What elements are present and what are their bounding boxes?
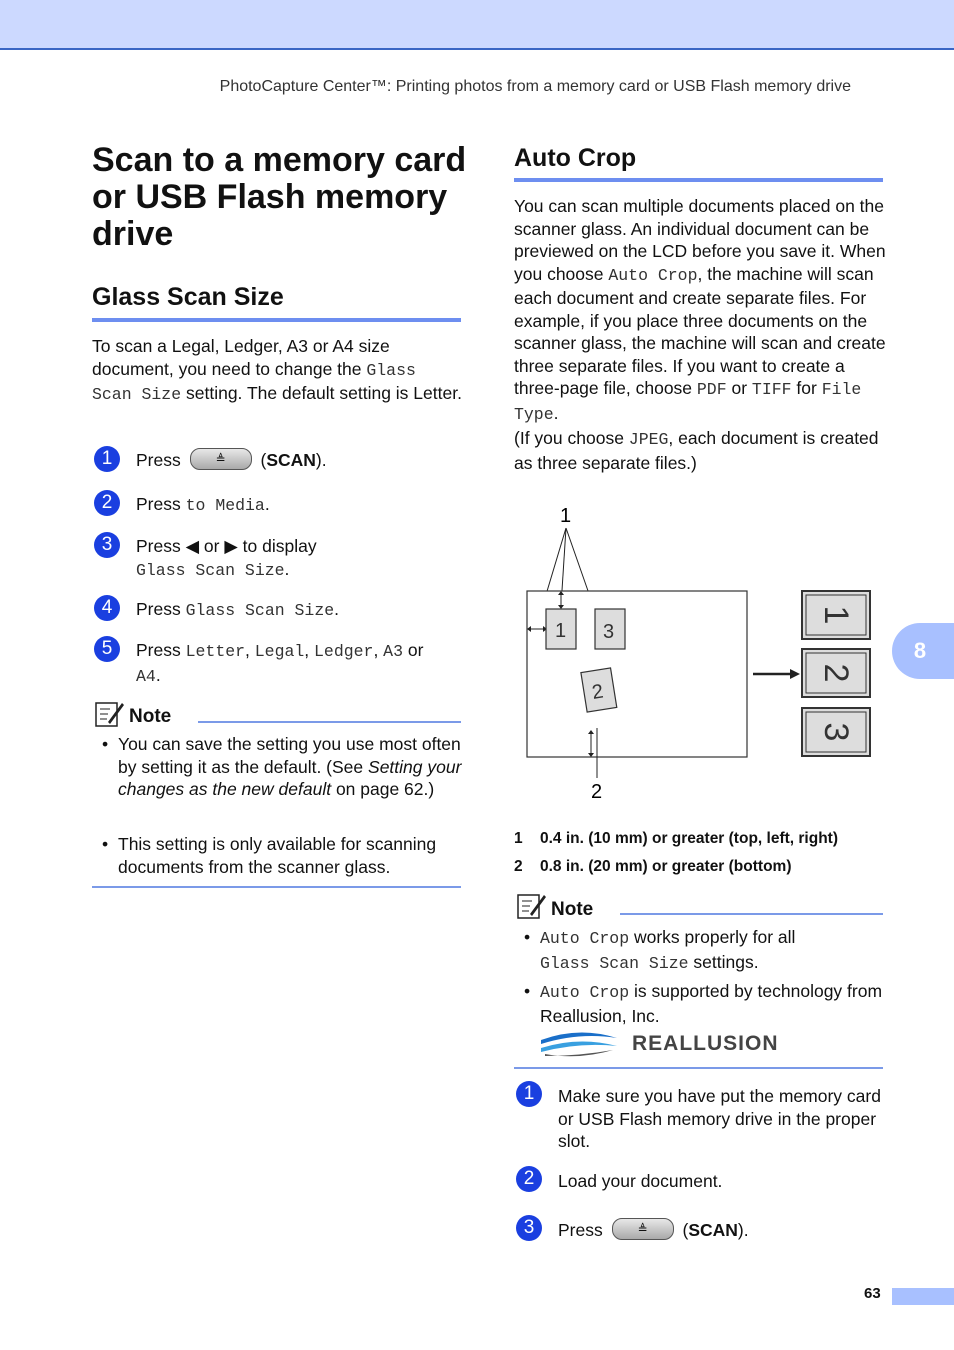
section-title-glass-scan-size: Glass Scan Size bbox=[92, 283, 284, 311]
section-rule bbox=[514, 178, 883, 182]
svg-text:1: 1 bbox=[555, 620, 567, 642]
output-page bbox=[802, 591, 870, 639]
svg-text:2: 2 bbox=[590, 680, 605, 704]
step-number: 2 bbox=[94, 490, 120, 516]
running-header: PhotoCapture Center™: Printing photos from a memory card or USB Flash memory drive bbox=[219, 78, 851, 95]
note-title: Note bbox=[551, 899, 594, 920]
note-end-rule bbox=[92, 886, 461, 888]
page-number-bar bbox=[892, 1288, 954, 1305]
step-text: Press ≜ (SCAN). bbox=[136, 450, 327, 470]
note-icon bbox=[95, 700, 125, 728]
reallusion-logo-mark bbox=[539, 1028, 619, 1060]
note-end-rule bbox=[514, 1067, 883, 1069]
note-rule bbox=[198, 721, 461, 723]
note-title: Note bbox=[129, 706, 172, 727]
step-number: 5 bbox=[94, 636, 120, 662]
note-bullet: • This setting is only available for scanning documents from the scanner glass. bbox=[102, 834, 437, 877]
note-bullet: • Auto Crop is supported by technology from Reallusion, Inc. bbox=[524, 981, 883, 1026]
step-text: Press to Media. bbox=[136, 494, 270, 515]
reallusion-logo-text: REALLUSION bbox=[632, 1032, 779, 1055]
step-number: 3 bbox=[516, 1215, 542, 1241]
output-page bbox=[802, 649, 870, 697]
scan-button-icon: ≜ bbox=[612, 1218, 674, 1240]
auto-crop-description: You can scan multiple documents placed on the scanner glass. An individual document can be previewed on the LCD before you save it. When you choose Auto Crop, the machine will scan each document and create separate files. For example, if you place three documents on the scanner glass, the machine will scan and create three separate files. If you want to create a three-page file, choose PDF or TIFF for File Type. bbox=[514, 196, 886, 424]
caption-2: 2 0.8 in. (20 mm) or greater (bottom) bbox=[514, 858, 792, 875]
step-text: Press ≜ (SCAN). bbox=[558, 1220, 749, 1240]
output-page bbox=[802, 708, 870, 756]
step-number: 1 bbox=[516, 1081, 542, 1107]
step-text: Load your document. bbox=[558, 1171, 723, 1191]
svg-text:3: 3 bbox=[817, 722, 855, 742]
step-number: 3 bbox=[94, 532, 120, 558]
note-rule bbox=[620, 913, 883, 915]
step-number: 2 bbox=[516, 1166, 542, 1192]
section-title-auto-crop: Auto Crop bbox=[514, 144, 637, 172]
top-banner bbox=[0, 0, 954, 50]
page-title: Scan to a memory card or USB Flash memory drive bbox=[92, 141, 467, 253]
step-text: Press Letter, Legal, Ledger, A3 or A4. bbox=[136, 640, 424, 686]
chapter-tab: 8 bbox=[892, 623, 954, 679]
svg-text:1: 1 bbox=[817, 605, 855, 625]
scan-button-icon: ≜ bbox=[190, 448, 252, 470]
note-icon bbox=[517, 892, 547, 920]
step-text: Press ◀ or ▶ to display Glass Scan Size. bbox=[136, 536, 317, 580]
svg-text:2: 2 bbox=[817, 663, 855, 683]
caption-1: 1 0.4 in. (10 mm) or greater (top, left, right) bbox=[514, 830, 838, 847]
page-number: 63 bbox=[864, 1285, 881, 1302]
step-number: 1 bbox=[94, 446, 120, 472]
glass-scan-intro: To scan a Legal, Ledger, A3 or A4 size document, you need to change the Glass Scan Size setting. The default setting is Letter. bbox=[92, 336, 462, 404]
auto-crop-diagram bbox=[514, 498, 886, 808]
step-text: Make sure you have put the memory card or USB Flash memory drive in the proper slot. bbox=[558, 1086, 881, 1151]
step-number: 4 bbox=[94, 595, 120, 621]
callout-2: 2 bbox=[591, 781, 603, 803]
svg-text:3: 3 bbox=[603, 621, 615, 643]
note-bullet: • You can save the setting you use most often by setting it as the default. (See Setting your changes as the new default on page 62.) bbox=[102, 734, 462, 799]
auto-crop-jpeg-note: (If you choose JPEG, each document is created as three separate files.) bbox=[514, 428, 879, 473]
section-rule bbox=[92, 318, 461, 322]
note-bullet: • Auto Crop works properly for all Glass Scan Size settings. bbox=[524, 927, 796, 973]
step-text: Press Glass Scan Size. bbox=[136, 599, 340, 620]
callout-1: 1 bbox=[560, 505, 572, 527]
